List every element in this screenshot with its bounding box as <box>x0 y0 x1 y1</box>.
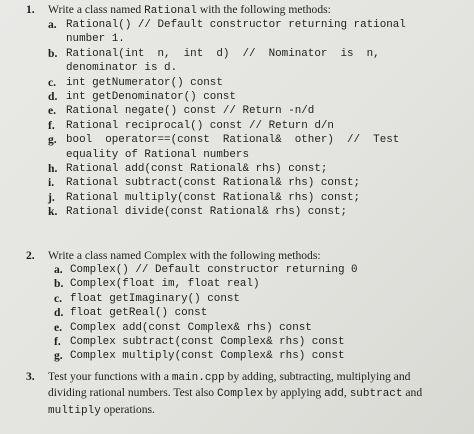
method-item-label: g. <box>48 133 57 147</box>
question-3-text: operations. <box>100 403 155 416</box>
method-item <box>26 335 466 349</box>
method-item-label: e. <box>48 104 57 118</box>
question-3-code-subtract: subtract <box>349 388 403 400</box>
method-item <box>26 47 466 76</box>
method-item <box>26 18 466 47</box>
method-item <box>26 263 466 277</box>
method-item-label: b. <box>48 46 58 60</box>
method-item-label: a. <box>48 18 57 31</box>
question-3-text: by applying <box>263 386 325 399</box>
question-1-intro-code: Rational <box>144 5 197 17</box>
question-2-heading <box>26 249 466 263</box>
method-item <box>26 76 466 90</box>
method-signature-text: Rational subtract(const Rational& rhs) const; <box>66 177 361 190</box>
method-item-label: d. <box>48 90 58 104</box>
question-2-intro-text: Write a class named Complex with the following methods: <box>48 249 321 262</box>
question-3-code-main: main.cpp <box>171 372 225 384</box>
method-item-label: c. <box>48 75 57 89</box>
method-signature-text: Rational() // Default constructor returning rational <box>66 19 406 31</box>
method-signature-text: Rational negate() const // Return -n/d <box>66 105 315 118</box>
question-3-number: 3. <box>26 370 35 383</box>
method-signature-text: Complex subtract(const Complex& rhs) const <box>70 336 345 349</box>
question-3-text: dividing rational numbers. Test also <box>48 386 217 399</box>
method-signature-text: denominator is d. <box>66 62 178 75</box>
question-3-text: by adding, subtracting, multiplying and <box>224 370 411 383</box>
question-2-number: 2. <box>26 249 35 262</box>
method-item <box>26 321 466 335</box>
question-3 <box>26 370 466 419</box>
method-item <box>26 306 466 320</box>
question-3-text: , <box>343 386 350 399</box>
method-item-label: c. <box>54 291 63 305</box>
method-item <box>26 133 466 162</box>
method-item-label: a. <box>54 263 63 276</box>
method-signature-text: Rational add(const Rational& rhs) const; <box>66 163 328 176</box>
method-signature-text: Rational(int n, int d) // Nominator is n, <box>66 47 380 60</box>
method-item-label: g. <box>54 349 63 363</box>
question-1-intro-text-end: with the following methods: <box>196 3 331 16</box>
method-signature-text: Rational reciprocal() const // Return d/n <box>66 119 334 132</box>
question-2-method-list <box>26 263 466 364</box>
method-signature-text: Complex() // Default constructor returning 0 <box>70 264 358 276</box>
method-item-label: f. <box>54 335 61 349</box>
question-3-code-add: add <box>324 388 344 400</box>
method-item <box>26 277 466 291</box>
method-signature-text: float getImaginary() const <box>70 292 240 305</box>
method-item-label: k. <box>48 205 58 219</box>
question-3-heading <box>26 370 466 385</box>
method-item-label: j. <box>48 190 55 204</box>
question-3-text: and <box>402 386 423 399</box>
question-1-intro-text: Write a class named <box>48 3 145 16</box>
method-item <box>26 205 466 219</box>
method-signature-text: Complex add(const Complex& rhs) const <box>70 321 312 334</box>
method-item <box>26 191 466 205</box>
method-signature-text: number 1. <box>66 33 125 46</box>
question-3-code-multiply: multiply <box>48 405 101 417</box>
method-item-label: i. <box>48 176 55 190</box>
method-signature-text: int getNumerator() const <box>66 76 223 89</box>
method-item <box>26 104 466 118</box>
question-1-method-list <box>26 18 466 220</box>
question-3-text: Test your functions with a <box>48 370 172 383</box>
method-signature-text: float getReal() const <box>70 307 208 320</box>
method-item <box>26 90 466 104</box>
method-item-label: d. <box>54 306 64 320</box>
method-signature-text: equality of Rational numbers <box>66 148 249 161</box>
method-signature-text: Rational multiply(const Rational& rhs) const; <box>66 191 361 204</box>
question-1 <box>26 3 466 220</box>
method-signature-text: bool operator==(const Rational& other) // Test <box>66 134 400 147</box>
question-2 <box>26 249 466 364</box>
method-item <box>26 119 466 133</box>
method-item-label: h. <box>48 162 58 176</box>
method-signature-text: Rational divide(const Rational& rhs) const; <box>66 206 348 219</box>
method-item <box>26 162 466 176</box>
question-1-number: 1. <box>26 3 35 16</box>
question-3-line-3 <box>48 402 466 419</box>
method-item <box>26 292 466 306</box>
method-signature-text: int getDenominator() const <box>66 91 236 104</box>
question-1-heading <box>26 3 466 18</box>
method-item-label: e. <box>54 320 63 334</box>
method-item-label: b. <box>54 277 64 291</box>
method-item <box>26 349 466 363</box>
method-signature-text: Complex(float im, float real) <box>70 278 260 291</box>
method-signature-text: Complex multiply(const Complex& rhs) const <box>70 350 345 363</box>
question-3-code-complex: Complex <box>217 388 264 400</box>
question-3-line-2 <box>48 385 466 402</box>
method-item <box>26 176 466 190</box>
method-item-label: f. <box>48 118 55 132</box>
